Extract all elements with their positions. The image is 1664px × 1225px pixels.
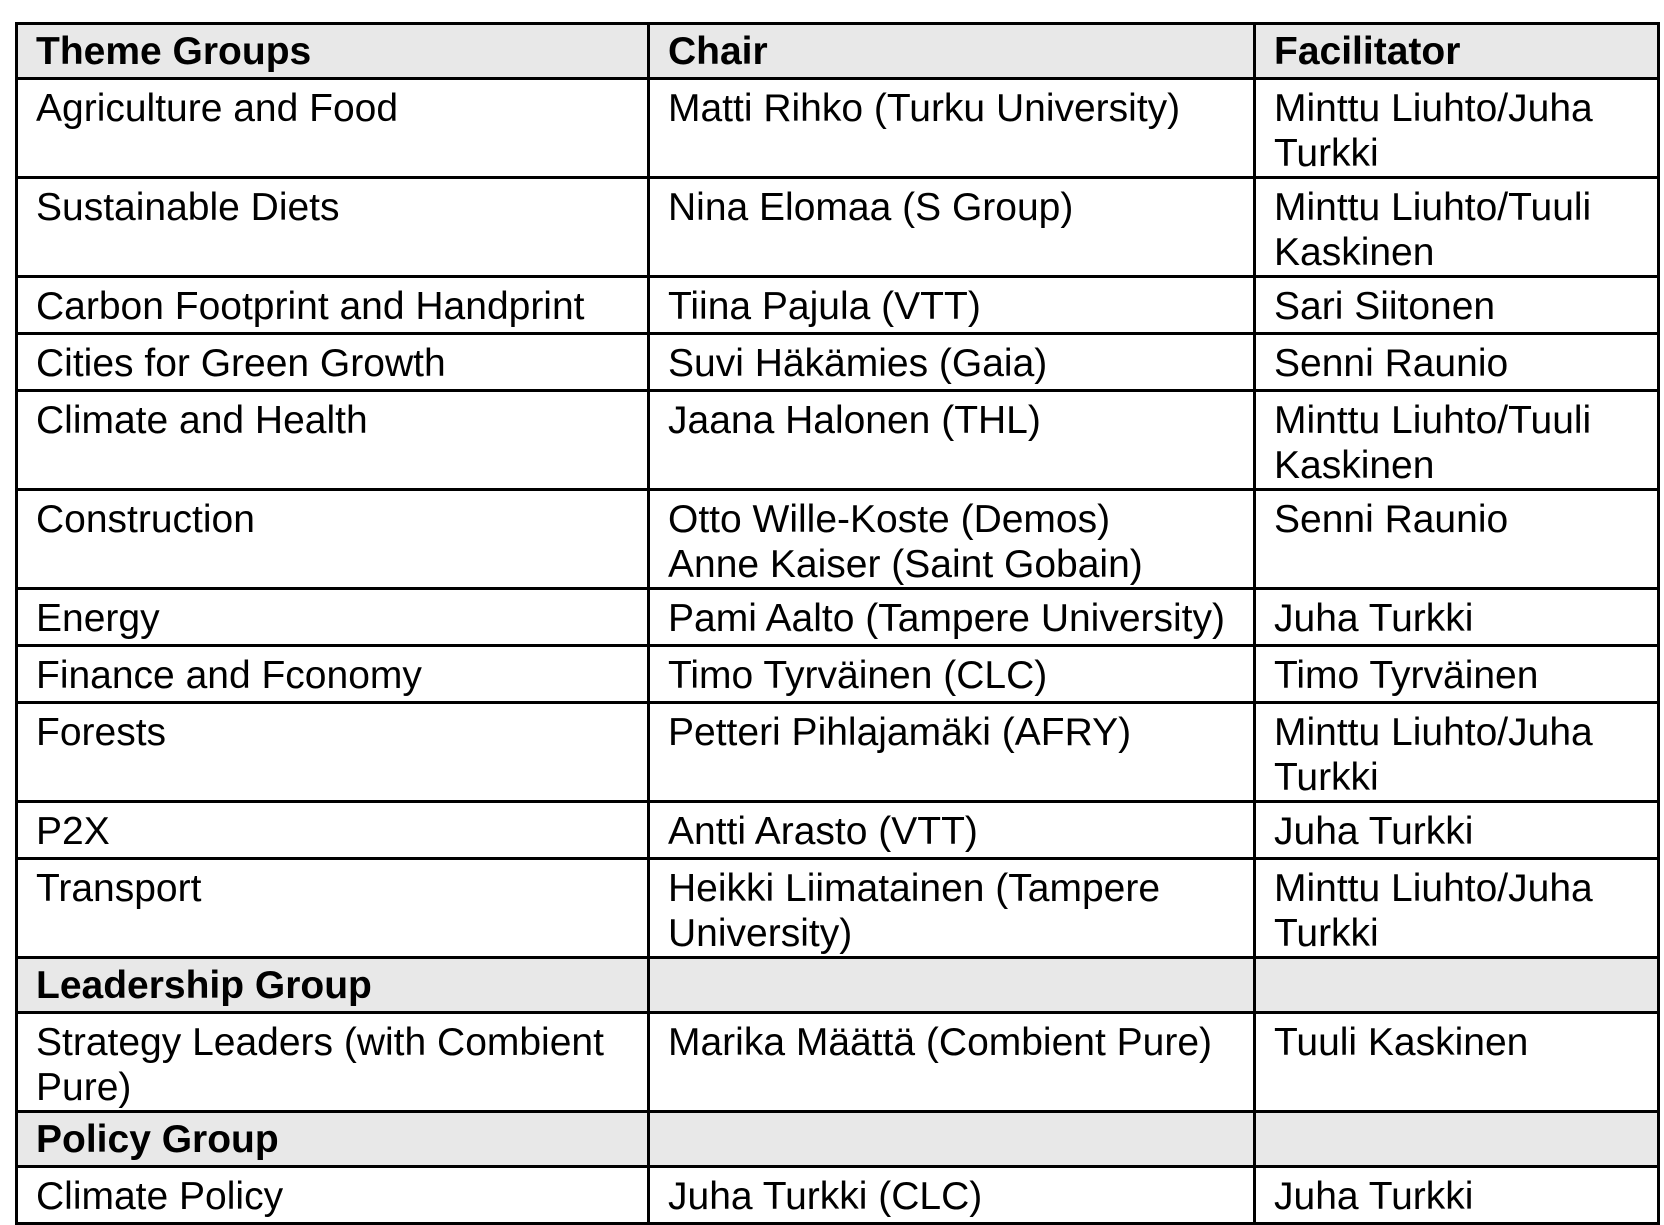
table-row (17, 859, 1659, 958)
facilitator-cell: Juha Turkki (1255, 802, 1659, 859)
facilitator-cell: Timo Tyrväinen (1255, 646, 1659, 703)
leadership-section-row (17, 958, 1659, 1013)
chair-cell: Tiina Pajula (VTT) (649, 277, 1255, 334)
theme-group-cell: Climate Policy (17, 1167, 649, 1224)
table-row (17, 334, 1659, 391)
table-row (17, 646, 1659, 703)
theme-group-cell: Construction (17, 490, 649, 589)
facilitator-cell: Minttu Liuhto/Tuuli Kaskinen (1255, 178, 1659, 277)
table-row (17, 1167, 1659, 1224)
chair-cell: Timo Tyrväinen (CLC) (649, 646, 1255, 703)
chair-cell: Nina Elomaa (S Group) (649, 178, 1255, 277)
facilitator-cell: Juha Turkki (1255, 1167, 1659, 1224)
chair-cell: Antti Arasto (VTT) (649, 802, 1255, 859)
chair-cell: Otto Wille-Koste (Demos) Anne Kaiser (Saint Gobain) (649, 490, 1255, 589)
empty-cell (1255, 958, 1659, 1013)
leadership-section-heading: Leadership Group (17, 958, 649, 1013)
theme-group-cell: P2X (17, 802, 649, 859)
table-row (17, 703, 1659, 802)
chair-cell: Petteri Pihlajamäki (AFRY) (649, 703, 1255, 802)
header-theme-groups: Theme Groups (17, 24, 649, 79)
table-row (17, 178, 1659, 277)
theme-group-cell: Carbon Footprint and Handprint (17, 277, 649, 334)
theme-group-cell: Cities for Green Growth (17, 334, 649, 391)
facilitator-cell: Minttu Liuhto/Juha Turkki (1255, 859, 1659, 958)
header-chair: Chair (649, 24, 1255, 79)
table-row (17, 79, 1659, 178)
theme-group-cell: Sustainable Diets (17, 178, 649, 277)
chair-cell: Matti Rihko (Turku University) (649, 79, 1255, 178)
table-row (17, 1013, 1659, 1112)
facilitator-cell: Minttu Liuhto/Tuuli Kaskinen (1255, 391, 1659, 490)
facilitator-cell: Minttu Liuhto/Juha Turkki (1255, 703, 1659, 802)
facilitator-cell: Senni Raunio (1255, 334, 1659, 391)
table-row (17, 391, 1659, 490)
facilitator-cell: Sari Siitonen (1255, 277, 1659, 334)
policy-section-heading: Policy Group (17, 1112, 649, 1167)
table-row (17, 277, 1659, 334)
chair-cell: Pami Aalto (Tampere University) (649, 589, 1255, 646)
empty-cell (1255, 1112, 1659, 1167)
theme-group-cell: Agriculture and Food (17, 79, 649, 178)
chair-cell: Juha Turkki (CLC) (649, 1167, 1255, 1224)
chair-cell: Suvi Häkämies (Gaia) (649, 334, 1255, 391)
empty-cell (649, 1112, 1255, 1167)
facilitator-cell: Senni Raunio (1255, 490, 1659, 589)
facilitator-cell: Tuuli Kaskinen (1255, 1013, 1659, 1112)
table-row (17, 490, 1659, 589)
theme-group-cell: Finance and Fconomy (17, 646, 649, 703)
chair-cell: Jaana Halonen (THL) (649, 391, 1255, 490)
chair-cell: Heikki Liimatainen (Tampere University) (649, 859, 1255, 958)
table-row (17, 802, 1659, 859)
theme-group-cell: Forests (17, 703, 649, 802)
theme-group-cell: Strategy Leaders (with Combient Pure) (17, 1013, 649, 1112)
table-row (17, 589, 1659, 646)
facilitator-cell: Juha Turkki (1255, 589, 1659, 646)
theme-group-cell: Climate and Health (17, 391, 649, 490)
facilitator-cell: Minttu Liuhto/Juha Turkki (1255, 79, 1659, 178)
theme-group-cell: Energy (17, 589, 649, 646)
header-facilitator: Facilitator (1255, 24, 1659, 79)
empty-cell (649, 958, 1255, 1013)
theme-groups-table (15, 22, 1660, 1225)
chair-cell: Marika Määttä (Combient Pure) (649, 1013, 1255, 1112)
theme-group-cell: Transport (17, 859, 649, 958)
policy-section-row (17, 1112, 1659, 1167)
table-header-row (17, 24, 1659, 79)
